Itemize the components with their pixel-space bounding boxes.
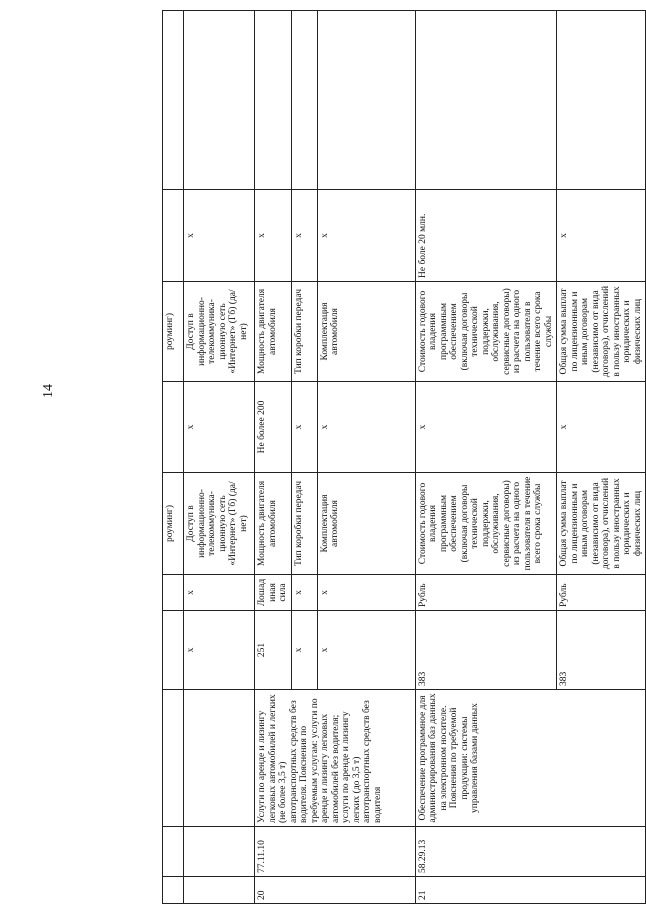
cell-value: х: [317, 190, 415, 282]
cell-value: х: [291, 190, 317, 282]
cell-unit: х: [291, 575, 317, 611]
cell-value: х: [255, 190, 292, 282]
cell-value: х: [557, 382, 646, 473]
cell-value: 383: [557, 611, 646, 690]
cell-code: [163, 827, 184, 877]
cell-value: х: [557, 190, 646, 282]
cell-characteristic: Комплектация автомобиля: [317, 282, 415, 382]
cell-value: Не боле 20 млн.: [415, 190, 557, 282]
table-row: [415, 11, 557, 904]
rotated-table-sheet: [162, 11, 643, 904]
cell-extra: [163, 11, 184, 190]
cell-unit: Рубль: [415, 575, 557, 611]
cell-value: х: [291, 611, 317, 690]
page-number: 14: [41, 384, 56, 398]
cell-characteristic: Мощность двигателя автомобиля: [255, 473, 292, 575]
cell-name: Услуги по аренде и лизингу легковых автомобилей и легких (не более 3,5 т) автотранспортных средств без водителя. Пояснения по требуемым услугам: услуги по аренде и лизингу легковых автомобилей без водителя; услуги по аренде и лизингу легких (до 3,5 т) автотранспортных средств без водителя: [255, 690, 416, 827]
cell-value: х: [291, 382, 317, 473]
cell-characteristic: Стоимость годового владения программным обеспечением (включая договоры технической поддержки, обслуживания, сервисные договоры) из расчета на одного пользователя в течение всего срока службы: [415, 473, 557, 575]
cell-characteristic: Стоимость годового владения программным обеспечением (включая договоры технической поддержки, обслуживания, сервисные договоры) из расчета на одного пользователя в течение всего срока службы: [415, 282, 557, 382]
cell-extra: [291, 11, 317, 190]
cell-characteristic: Тип коробки передач: [291, 473, 317, 575]
cell-characteristic: Тип коробки передач: [291, 282, 317, 382]
cell-code: 58.29.13: [415, 827, 646, 877]
cell-characteristic: Доступ в информационно-телекоммуника-ционную сеть «Интернет» (Гб) (да/нет): [184, 473, 255, 575]
table-row: [163, 11, 184, 904]
cell-value: Не более 200: [255, 382, 292, 473]
cell-value: х: [184, 382, 255, 473]
cell-characteristic: Комплектация автомобиля: [317, 473, 415, 575]
cell-num: [163, 877, 184, 904]
cell-value: х: [184, 611, 255, 690]
cell-name: [184, 690, 255, 827]
cell-extra: [255, 11, 292, 190]
cell-extra: [184, 11, 255, 190]
cell-value: х: [415, 382, 557, 473]
cell-unit: х: [184, 575, 255, 611]
cell-name: [163, 690, 184, 827]
cell-value: [163, 382, 184, 473]
cell-characteristic: Мощность двигателя автомобиля: [255, 282, 292, 382]
table-row: [255, 11, 292, 904]
cell-num: [184, 877, 255, 904]
cell-characteristic: роуминг): [163, 282, 184, 382]
cell-value: х: [184, 190, 255, 282]
cell-value: [163, 190, 184, 282]
cell-extra: [557, 11, 646, 190]
cell-code: [184, 827, 255, 877]
cell-value: 383: [415, 611, 557, 690]
cell-code: 77.11.10: [255, 827, 416, 877]
requirements-table: [162, 10, 646, 904]
cell-characteristic: Доступ в информационно-телекоммуника-ционную сеть «Интернет» (Гб) (да/нет): [184, 282, 255, 382]
cell-num: 20: [255, 877, 416, 904]
cell-characteristic: роуминг): [163, 473, 184, 575]
cell-name: Обеспечение программное для администрирования баз данных на электронном носителе. Пояснения по требуемой продукции: системы управления базами данных: [415, 690, 646, 827]
cell-value: х: [317, 611, 415, 690]
cell-value: 251: [255, 611, 292, 690]
cell-unit: х: [317, 575, 415, 611]
cell-characteristic: Общая сумма выплат по лицензионным и иным договорам (независимо от вида договора), отчислений в пользу иностранных юридических и физических лиц: [557, 282, 646, 382]
table-row: [184, 11, 255, 904]
cell-value: [163, 611, 184, 690]
cell-unit: Лошадиная сила: [255, 575, 292, 611]
cell-unit: [163, 575, 184, 611]
cell-extra: [317, 11, 415, 190]
cell-value: х: [317, 382, 415, 473]
cell-characteristic: Общая сумма выплат по лицензионным и иным договорам (независимо от вида договора), отчислений в пользу иностранных юридических и физических лиц: [557, 473, 646, 575]
cell-unit: Рубль: [557, 575, 646, 611]
cell-num: 21: [415, 877, 646, 904]
cell-extra: [415, 11, 557, 190]
